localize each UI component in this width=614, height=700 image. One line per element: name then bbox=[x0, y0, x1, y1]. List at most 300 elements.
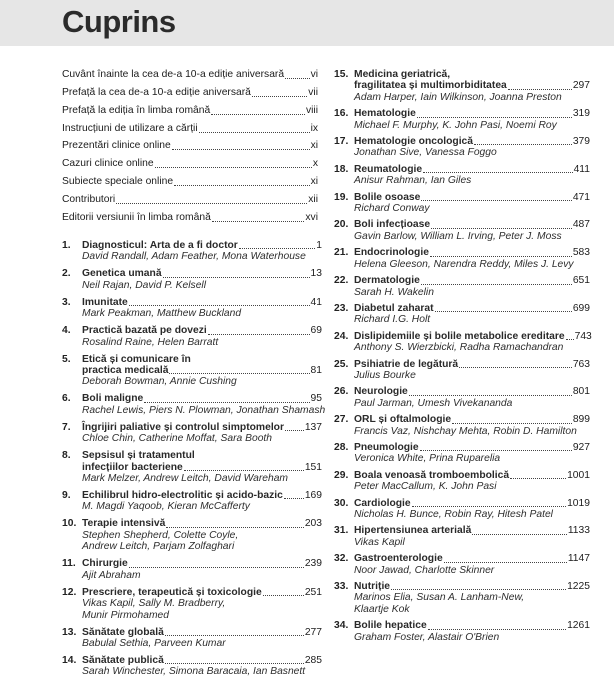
chapter-number: 7. bbox=[62, 421, 71, 433]
chapter-page: 1133 bbox=[567, 525, 590, 537]
chapter-body bbox=[354, 275, 590, 298]
author-line: David Randall, Adam Feather, Mona Waterhouse bbox=[82, 251, 306, 263]
author-line: Chloe Chin, Catherine Moffat, Sara Booth bbox=[82, 433, 273, 445]
chapter-authors bbox=[354, 287, 590, 298]
dot-leader bbox=[199, 132, 310, 133]
chapter-title-row bbox=[82, 393, 322, 404]
chapter-page: 1019 bbox=[567, 497, 590, 509]
dot-leader bbox=[165, 635, 304, 636]
chapter-body bbox=[354, 192, 590, 215]
chapter-page: 169 bbox=[304, 490, 322, 502]
chapter-number: 8. bbox=[62, 450, 71, 462]
chapter-number: 3. bbox=[62, 296, 71, 308]
chapter-page: 651 bbox=[572, 275, 590, 287]
chapter-body bbox=[82, 587, 322, 621]
chapter-title-row bbox=[354, 414, 590, 425]
chapter-body bbox=[82, 422, 322, 445]
chapter-title: Gastroenterologie bbox=[354, 553, 443, 565]
chapter-title-row bbox=[354, 525, 590, 536]
chapter-page: 743 bbox=[574, 330, 592, 342]
chapter-number: 5. bbox=[62, 353, 71, 365]
chapter-title: Boala venoasă tromboembolică bbox=[354, 469, 510, 481]
chapter-page: 95 bbox=[310, 393, 322, 405]
dot-leader bbox=[444, 562, 567, 563]
chapter-body bbox=[82, 240, 322, 263]
front-matter-page: x bbox=[312, 158, 318, 170]
chapter-title-row bbox=[354, 331, 590, 342]
dot-leader bbox=[508, 89, 572, 90]
chapter-page: 379 bbox=[572, 136, 590, 148]
dot-leader bbox=[566, 339, 574, 340]
chapter-number: 32. bbox=[334, 553, 349, 565]
chapter-number: 14. bbox=[62, 654, 77, 666]
chapter-title-row bbox=[82, 365, 322, 376]
chapter-entry[interactable] bbox=[334, 69, 590, 103]
chapter-body bbox=[354, 164, 590, 187]
chapter-title: Dermatologie bbox=[354, 275, 420, 287]
chapter-body bbox=[354, 108, 590, 131]
chapter-number: 13. bbox=[62, 626, 77, 638]
chapter-authors bbox=[82, 308, 322, 319]
dot-leader bbox=[284, 498, 304, 499]
chapter-page: 1225 bbox=[567, 581, 590, 593]
author-line: Francis Vaz, Nishchay Mehta, Robin D. Hamilton bbox=[354, 425, 577, 437]
dot-leader bbox=[285, 78, 309, 79]
chapter-title-row bbox=[354, 219, 590, 230]
front-matter-page: xvi bbox=[305, 211, 318, 223]
chapter-entry[interactable] bbox=[334, 386, 590, 409]
chapter-title: Practică bazată pe dovezi bbox=[82, 325, 207, 337]
chapter-number: 22. bbox=[334, 275, 349, 287]
author-line: Munir Pirmohamed bbox=[82, 609, 169, 621]
chapter-authors bbox=[354, 120, 590, 131]
chapter-page: 1001 bbox=[567, 469, 590, 481]
chapter-entry[interactable] bbox=[334, 414, 590, 437]
chapter-authors bbox=[354, 92, 590, 103]
chapter-number: 34. bbox=[334, 620, 349, 632]
dot-leader bbox=[166, 527, 303, 528]
chapters-column-right bbox=[334, 69, 590, 648]
chapter-body bbox=[354, 331, 590, 354]
dot-leader bbox=[420, 450, 572, 451]
author-line: Adam Harper, Iain Wilkinson, Joanna Preston bbox=[354, 91, 562, 103]
chapter-number: 2. bbox=[62, 268, 71, 280]
chapter-number: 1. bbox=[62, 240, 71, 251]
chapter-authors bbox=[82, 433, 322, 444]
chapter-authors bbox=[354, 175, 590, 186]
chapter-number: 26. bbox=[334, 386, 349, 398]
chapter-title: Hematologie oncologică bbox=[354, 136, 474, 148]
chapter-authors bbox=[82, 501, 322, 512]
chapter-body bbox=[354, 553, 590, 576]
front-matter-item[interactable] bbox=[62, 194, 318, 206]
chapter-authors bbox=[82, 666, 322, 677]
chapter-entry[interactable] bbox=[334, 470, 590, 493]
front-matter-title: Prezentări clinice online bbox=[62, 140, 171, 152]
chapter-entry[interactable] bbox=[334, 108, 590, 131]
front-matter-item[interactable] bbox=[62, 212, 318, 224]
dot-leader bbox=[423, 172, 572, 173]
front-matter-page: vi bbox=[310, 69, 318, 80]
chapter-authors bbox=[354, 632, 590, 643]
chapter-entry[interactable] bbox=[334, 219, 590, 242]
chapter-body bbox=[354, 386, 590, 409]
dot-leader bbox=[239, 248, 315, 249]
chapter-page: 239 bbox=[304, 558, 322, 570]
chapter-title: Terapie intensivă bbox=[82, 518, 166, 530]
chapter-title: Boli maligne bbox=[82, 393, 144, 405]
chapter-body bbox=[354, 136, 590, 159]
chapter-page: 41 bbox=[310, 296, 322, 308]
dot-leader bbox=[472, 534, 567, 535]
chapter-title: Reumatologie bbox=[354, 163, 423, 175]
chapter-body bbox=[82, 558, 322, 581]
author-line: Michael F. Murphy, K. John Pasi, Noemi Roy bbox=[354, 119, 557, 131]
chapter-entry[interactable] bbox=[334, 247, 590, 270]
chapter-entry[interactable] bbox=[62, 240, 322, 263]
chapter-body bbox=[354, 470, 590, 493]
dot-leader bbox=[285, 430, 304, 431]
chapter-title: ORL și oftalmologie bbox=[354, 414, 452, 426]
author-line: Ajit Abraham bbox=[82, 569, 141, 581]
chapter-entry[interactable] bbox=[62, 325, 322, 348]
chapter-number: 12. bbox=[62, 586, 77, 598]
chapter-body bbox=[354, 219, 590, 242]
chapter-entry[interactable] bbox=[334, 275, 590, 298]
author-line: Richard I.G. Holt bbox=[354, 314, 431, 326]
chapter-authors bbox=[354, 509, 590, 520]
dot-leader bbox=[452, 423, 572, 424]
chapter-authors bbox=[354, 592, 590, 615]
chapter-entry[interactable] bbox=[334, 303, 590, 326]
front-matter-item[interactable] bbox=[62, 158, 318, 170]
chapter-title: Nutriție bbox=[354, 581, 391, 593]
chapter-page: 1 bbox=[316, 240, 322, 251]
chapter-entry[interactable] bbox=[334, 331, 590, 354]
chapter-body bbox=[82, 268, 322, 291]
chapter-title-row bbox=[354, 80, 590, 91]
author-line: Mark Peakman, Matthew Buckland bbox=[82, 308, 242, 320]
chapter-entry[interactable] bbox=[334, 442, 590, 465]
author-line: Graham Foster, Alastair O'Brien bbox=[354, 631, 500, 643]
chapter-title-row bbox=[354, 581, 590, 592]
author-line: Anthony S. Wierzbicki, Radha Ramachandran bbox=[354, 342, 564, 354]
chapter-entry[interactable] bbox=[334, 136, 590, 159]
front-matter-item[interactable] bbox=[62, 105, 318, 117]
chapter-page: 927 bbox=[572, 441, 590, 453]
chapter-number: 11. bbox=[62, 558, 76, 570]
chapter-page: 699 bbox=[572, 302, 590, 314]
chapter-title: Dislipidemiile și bolile metabolice ereditare bbox=[354, 330, 565, 342]
dot-leader bbox=[430, 256, 572, 257]
dot-leader bbox=[144, 402, 309, 403]
dot-leader bbox=[474, 144, 572, 145]
chapters-column-left bbox=[62, 240, 326, 683]
chapter-authors bbox=[354, 203, 590, 214]
front-matter-page: xi bbox=[310, 176, 318, 188]
chapter-title: Hematologie bbox=[354, 108, 416, 120]
author-line: Noor Jawad, Charlotte Skinner bbox=[354, 564, 495, 576]
chapter-title-row bbox=[82, 558, 322, 569]
chapter-number: 23. bbox=[334, 302, 349, 314]
chapter-title: Diagnosticul: Arta de a fi doctor bbox=[82, 240, 238, 251]
chapter-number: 15. bbox=[334, 69, 349, 80]
chapter-authors bbox=[82, 280, 322, 291]
chapter-entry[interactable] bbox=[62, 297, 322, 320]
dot-leader bbox=[431, 228, 572, 229]
chapter-entry[interactable] bbox=[62, 518, 322, 552]
chapter-entry[interactable] bbox=[334, 525, 590, 548]
chapter-title: Cardiologie bbox=[354, 497, 411, 509]
chapter-title-row bbox=[354, 164, 590, 175]
author-line: Andrew Leitch, Parjam Zolfaghari bbox=[82, 541, 235, 553]
front-matter-item[interactable] bbox=[62, 69, 318, 81]
chapter-body bbox=[82, 490, 322, 513]
front-matter-page: ix bbox=[310, 122, 318, 134]
chapter-page: 899 bbox=[572, 414, 590, 426]
chapter-body bbox=[354, 620, 590, 643]
chapter-number: 10. bbox=[62, 518, 77, 530]
chapter-title-row bbox=[354, 470, 590, 481]
author-line: Deborah Bowman, Annie Cushing bbox=[82, 376, 237, 388]
chapter-title-row bbox=[82, 268, 322, 279]
dot-leader bbox=[421, 200, 571, 201]
chapter-title: Imunitate bbox=[82, 296, 128, 308]
front-matter-page: xi bbox=[310, 140, 318, 152]
chapter-title-row bbox=[82, 462, 322, 473]
chapter-title: Îngrijiri paliative și controlul simptomelor bbox=[82, 421, 284, 433]
author-line: M. Magdi Yaqoob, Kieran McCafferty bbox=[82, 501, 250, 513]
author-line: Paul Jarman, Umesh Vivekananda bbox=[354, 397, 513, 409]
dot-leader bbox=[409, 395, 572, 396]
chapter-page: 1261 bbox=[567, 620, 590, 632]
chapter-entry[interactable] bbox=[62, 587, 322, 621]
chapter-number: 20. bbox=[334, 219, 349, 231]
chapter-number: 24. bbox=[334, 330, 349, 342]
dot-leader bbox=[163, 277, 310, 278]
chapter-title-row bbox=[354, 275, 590, 286]
chapter-entry[interactable] bbox=[334, 359, 590, 382]
chapter-title: Echilibrul hidro-electrolitic și acido-bazic bbox=[82, 490, 283, 502]
author-line: Gavin Barlow, William L. Irving, Peter J. Moss bbox=[354, 230, 562, 242]
chapter-entry[interactable] bbox=[62, 490, 322, 513]
chapter-title: Neurologie bbox=[354, 386, 408, 398]
chapter-title-row bbox=[354, 620, 590, 631]
dot-leader bbox=[252, 96, 307, 97]
chapter-entry[interactable] bbox=[62, 655, 322, 678]
chapter-number: 29. bbox=[334, 469, 349, 481]
front-matter-title: Prefață la ediția în limba română bbox=[62, 104, 211, 116]
front-matter-item[interactable] bbox=[62, 140, 318, 152]
chapter-page: 13 bbox=[310, 268, 322, 280]
dot-leader bbox=[212, 221, 305, 222]
chapter-body bbox=[354, 414, 590, 437]
chapter-authors bbox=[354, 147, 590, 158]
chapter-title-row bbox=[82, 587, 322, 598]
chapter-title: practica medicală bbox=[82, 365, 169, 377]
chapter-entry[interactable] bbox=[62, 558, 322, 581]
author-line: Stephen Shepherd, Colette Coyle, bbox=[82, 529, 239, 541]
chapter-page: 297 bbox=[572, 80, 590, 92]
chapter-authors bbox=[354, 259, 590, 270]
front-matter-page: viii bbox=[305, 104, 318, 116]
chapter-entry[interactable] bbox=[334, 620, 590, 643]
author-line: Nicholas H. Bunce, Robin Ray, Hitesh Patel bbox=[354, 509, 553, 520]
chapter-title: infecțiilor bacteriene bbox=[82, 461, 183, 473]
chapter-body bbox=[354, 303, 590, 326]
chapter-body bbox=[354, 581, 590, 615]
author-line: Veronica White, Prina Ruparelia bbox=[354, 453, 501, 465]
chapter-title-row bbox=[354, 136, 590, 147]
chapter-page: 69 bbox=[310, 325, 322, 337]
author-line: Jonathan Sive, Vanessa Foggo bbox=[354, 147, 497, 159]
chapter-authors bbox=[354, 314, 590, 325]
chapter-authors bbox=[354, 231, 590, 242]
chapter-authors bbox=[354, 370, 590, 381]
chapter-title-row bbox=[82, 627, 322, 638]
dot-leader bbox=[116, 203, 307, 204]
author-line: Rachel Lewis, Piers N. Plowman, Jonathan Shamash bbox=[82, 404, 326, 416]
chapter-title-row bbox=[354, 498, 590, 509]
chapter-title-line: Sepsisul și tratamentul bbox=[82, 450, 195, 462]
chapter-title: Pneumologie bbox=[354, 441, 419, 453]
author-line: Rosalind Raine, Helen Barratt bbox=[82, 336, 219, 348]
author-line: Klaartje Kok bbox=[354, 603, 410, 615]
front-matter-list bbox=[62, 69, 318, 230]
chapter-title: Genetica umană bbox=[82, 268, 162, 280]
chapter-authors bbox=[82, 376, 322, 387]
chapter-title-row bbox=[354, 108, 590, 119]
chapter-title: Sănătate publică bbox=[82, 654, 164, 666]
front-matter-item[interactable] bbox=[62, 123, 318, 135]
chapter-title-row bbox=[82, 655, 322, 666]
chapter-authors bbox=[82, 638, 322, 649]
front-matter-title: Instrucțiuni de utilizare a cărții bbox=[62, 122, 198, 134]
author-line: Sarah Winchester, Simona Baracaia, Ian Basnett bbox=[82, 666, 306, 678]
chapter-authors bbox=[82, 251, 322, 262]
front-matter-title: Cazuri clinice online bbox=[62, 158, 154, 170]
dot-leader bbox=[435, 311, 572, 312]
chapter-page: 251 bbox=[304, 586, 322, 598]
chapter-page: 203 bbox=[304, 518, 322, 530]
page-title: Cuprins bbox=[62, 4, 176, 39]
chapter-title-row bbox=[354, 359, 590, 370]
chapter-authors bbox=[82, 404, 326, 416]
chapter-body bbox=[82, 518, 322, 552]
chapter-title: Endocrinologie bbox=[354, 247, 429, 259]
author-line: Vikas Kapil, Sally M. Bradberry, bbox=[82, 598, 226, 610]
chapter-body bbox=[354, 498, 590, 521]
chapter-title: Hipertensiunea arterială bbox=[354, 525, 472, 537]
chapter-body bbox=[354, 69, 590, 103]
chapter-authors bbox=[354, 398, 590, 409]
chapter-body bbox=[82, 450, 322, 484]
dot-leader bbox=[510, 478, 566, 479]
chapter-authors bbox=[82, 473, 322, 484]
chapter-body bbox=[82, 655, 322, 678]
chapter-authors bbox=[354, 537, 590, 548]
chapter-number: 25. bbox=[334, 358, 349, 370]
chapter-title-row bbox=[354, 303, 590, 314]
chapter-title-row bbox=[354, 386, 590, 397]
chapter-entry[interactable] bbox=[62, 422, 322, 445]
chapter-title: Bolile osoase bbox=[354, 191, 421, 203]
chapter-number: 18. bbox=[334, 163, 349, 175]
dot-leader bbox=[184, 470, 304, 471]
chapter-title: Diabetul zaharat bbox=[354, 302, 434, 314]
chapter-number: 9. bbox=[62, 490, 71, 502]
chapter-number: 6. bbox=[62, 393, 71, 405]
chapter-entry[interactable] bbox=[62, 354, 322, 388]
chapter-entry[interactable] bbox=[62, 393, 326, 416]
front-matter-item[interactable] bbox=[62, 87, 318, 99]
author-line: Marinos Elia, Susan A. Lanham-New, bbox=[354, 592, 525, 604]
chapter-title-row bbox=[82, 240, 322, 251]
chapter-entry[interactable] bbox=[334, 164, 590, 187]
front-matter-title: Prefață la cea de-a 10-a ediție aniversară bbox=[62, 86, 251, 98]
author-line: Richard Conway bbox=[354, 203, 430, 215]
front-matter-item[interactable] bbox=[62, 176, 318, 188]
chapter-title-row bbox=[82, 518, 322, 529]
chapter-title-row bbox=[354, 192, 590, 203]
front-matter-title: Subiecte speciale online bbox=[62, 176, 174, 188]
front-matter-title: Editorii versiunii în limba română bbox=[62, 211, 211, 223]
chapter-entry[interactable] bbox=[334, 192, 590, 215]
chapter-entry[interactable] bbox=[62, 268, 322, 291]
chapter-entry[interactable] bbox=[334, 553, 590, 576]
chapter-page: 81 bbox=[310, 365, 322, 377]
chapter-title: Chirurgie bbox=[82, 558, 128, 570]
chapter-body bbox=[354, 525, 590, 548]
dot-leader bbox=[172, 149, 310, 150]
chapter-number: 28. bbox=[334, 441, 349, 453]
chapter-authors bbox=[82, 337, 322, 348]
author-line: Vikas Kapil bbox=[354, 536, 405, 548]
chapter-authors bbox=[354, 565, 590, 576]
dot-leader bbox=[459, 367, 572, 368]
dot-leader bbox=[263, 595, 304, 596]
dot-leader bbox=[129, 305, 310, 306]
chapter-entry[interactable] bbox=[334, 581, 590, 615]
chapter-number: 30. bbox=[334, 497, 349, 509]
chapter-title: Psihiatrie de legătură bbox=[354, 358, 459, 370]
chapter-entry[interactable] bbox=[334, 498, 590, 521]
chapter-title-row bbox=[82, 490, 322, 501]
chapter-number: 21. bbox=[334, 247, 349, 259]
chapter-page: 151 bbox=[304, 461, 322, 473]
front-matter-page: xii bbox=[308, 193, 318, 205]
dot-leader bbox=[165, 663, 304, 664]
chapter-authors bbox=[82, 570, 322, 581]
chapter-title-row bbox=[82, 325, 322, 336]
chapter-title-row bbox=[82, 297, 322, 308]
chapter-entry[interactable] bbox=[62, 450, 322, 484]
dot-leader bbox=[211, 114, 305, 115]
chapter-page: 583 bbox=[572, 247, 590, 259]
chapter-body bbox=[82, 297, 322, 320]
chapter-authors bbox=[354, 481, 590, 492]
author-line: Mark Melzer, Andrew Leitch, David Wareham bbox=[82, 473, 289, 485]
dot-leader bbox=[417, 117, 572, 118]
front-matter-title: Contributori bbox=[62, 193, 116, 205]
chapter-page: 1147 bbox=[567, 553, 590, 565]
chapter-number: 31. bbox=[334, 525, 349, 537]
chapter-body bbox=[354, 247, 590, 270]
chapter-entry[interactable] bbox=[62, 627, 322, 650]
dot-leader bbox=[428, 629, 566, 630]
author-line: Neil Rajan, David P. Kelsell bbox=[82, 279, 207, 291]
chapter-body bbox=[82, 393, 326, 416]
